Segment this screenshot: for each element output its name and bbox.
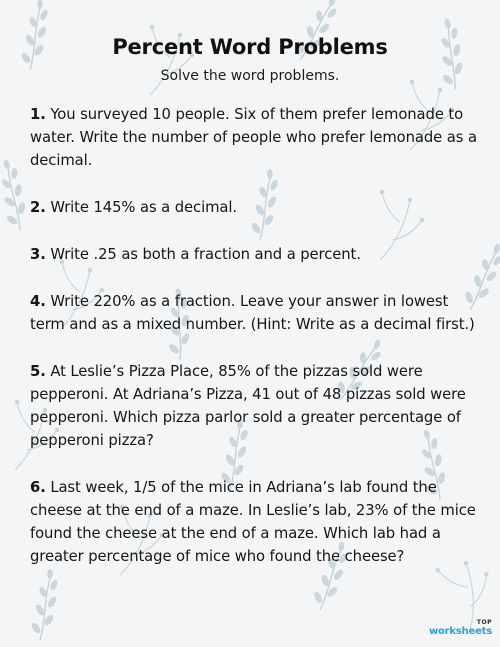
brand-logo-name: worksheets <box>428 626 492 637</box>
problem-list <box>30 103 480 592</box>
problem-number: 3. <box>30 246 46 263</box>
problem-3 <box>30 243 480 266</box>
problem-5 <box>30 360 480 452</box>
problem-number: 5. <box>30 363 46 380</box>
problem-2 <box>30 196 480 219</box>
worksheet-instructions: Solve the word problems. <box>160 68 340 84</box>
problem-number: 4. <box>30 293 46 310</box>
problem-number: 1. <box>30 106 46 123</box>
problem-text: Last week, 1/5 of the mice in Adriana’s lab found the cheese at the end of a maze. In Leslie’s lab, 23% of the mice found the cheese at the end of a maze. Which lab had a greater percentage of mice who found the cheese? <box>30 479 476 565</box>
brand-logo-top: TOP <box>476 619 492 626</box>
problem-number: 2. <box>30 199 46 216</box>
worksheet-title: Percent Word Problems <box>112 35 388 59</box>
problem-4 <box>30 290 480 336</box>
problem-text: Write .25 as both a fraction and a percent. <box>45 246 361 263</box>
problem-text: At Leslie’s Pizza Place, 85% of the pizzas sold were pepperoni. At Adriana’s Pizza, 41 out of 48 pizzas sold were pepperoni. Which pizza parlor sold a greater percentage of pepperoni pizza? <box>30 363 466 449</box>
brand-logo <box>429 619 492 637</box>
problem-6 <box>30 476 480 568</box>
problem-text: Write 145% as a decimal. <box>45 199 237 216</box>
problem-1 <box>30 103 480 172</box>
problem-text: You surveyed 10 people. Six of them prefer lemonade to water. Write the number of people who prefer lemonade as a decimal. <box>30 106 477 169</box>
problem-number: 6. <box>30 479 46 496</box>
problem-text: Write 220% as a fraction. Leave your answer in lowest term and as a mixed number. (Hint: Write as a decimal first.) <box>30 293 475 333</box>
